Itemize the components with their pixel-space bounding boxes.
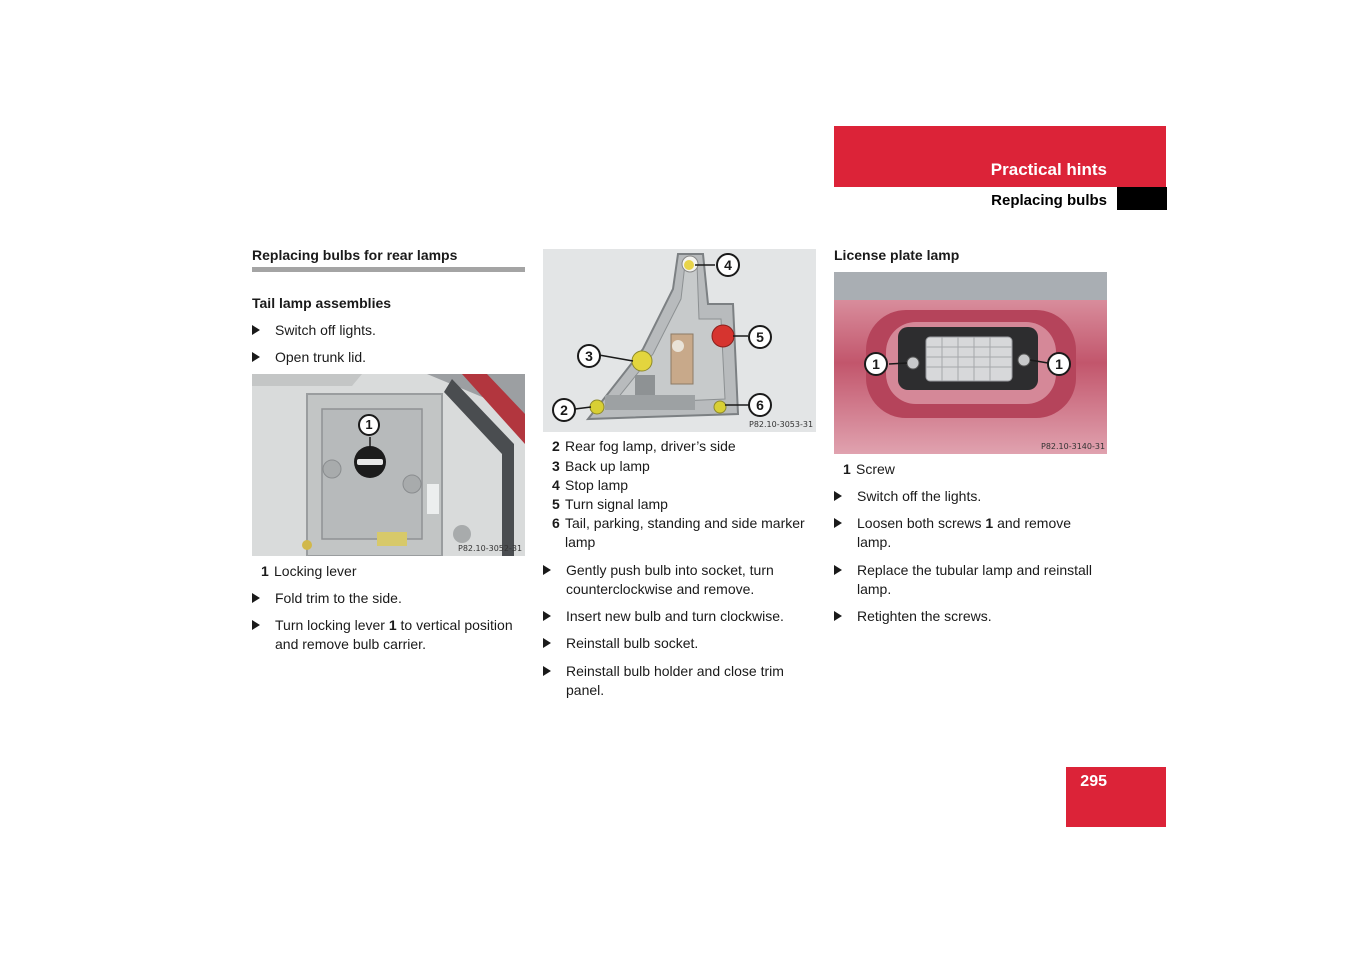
legend-item: 4 Stop lamp <box>552 477 629 493</box>
section-heading: Replacing bulbs for rear lamps <box>252 247 458 263</box>
step-item: Loosen both screws 1 and remove lamp. <box>834 514 1107 552</box>
bullet-triangle-icon <box>252 620 260 630</box>
callout-1-left: 1 <box>864 352 888 376</box>
step-item: Open trunk lid. <box>252 348 525 367</box>
figure-code: P82.10-3052-31 <box>458 544 523 553</box>
legend-item: 5 Turn signal lamp <box>552 496 668 512</box>
figure-license-lamp <box>834 272 1107 454</box>
left-column <box>252 246 525 272</box>
legend-item: 6 Tail, parking, standing and side marker lamp <box>552 515 805 550</box>
figure-trunk-trim <box>252 374 525 556</box>
header-subsection-title: Replacing bulbs <box>991 192 1107 209</box>
legend-item: 2 Rear fog lamp, driver’s side <box>552 438 736 454</box>
bullet-triangle-icon <box>252 593 260 603</box>
page-number: 295 <box>1080 773 1107 790</box>
callout-6: 6 <box>748 393 772 417</box>
callout-4: 4 <box>716 253 740 277</box>
callout-5: 5 <box>748 325 772 349</box>
header-section-title: Practical hints <box>990 160 1107 179</box>
figure-bulb-carrier <box>543 249 816 432</box>
step-item: Switch off lights. <box>252 321 525 340</box>
step-item: Reinstall bulb holder and close trim panel. <box>543 662 816 700</box>
section-rule <box>252 267 525 272</box>
callout-3: 3 <box>577 344 601 368</box>
tail-lamp-heading: Tail lamp assemblies <box>252 295 392 311</box>
bullet-triangle-icon <box>834 611 842 621</box>
step-item: Retighten the screws. <box>834 607 1107 626</box>
step-item: Fold trim to the side. <box>252 589 525 608</box>
bullet-triangle-icon <box>543 638 551 648</box>
header-black-tab <box>1117 187 1167 210</box>
step-item: Gently push bulb into socket, turn counterclockwise and remove. <box>543 561 816 599</box>
step-item: Switch off the lights. <box>834 487 1107 506</box>
callout-1: 1 <box>358 414 380 436</box>
legend-item: 1 Locking lever <box>261 563 357 579</box>
figure-code: P82.10-3053-31 <box>749 420 814 429</box>
bullet-triangle-icon <box>252 325 260 335</box>
bullet-triangle-icon <box>834 518 842 528</box>
legend-item: 3 Back up lamp <box>552 458 650 474</box>
license-plate-heading: License plate lamp <box>834 247 960 263</box>
legend-item: 1 Screw <box>843 461 895 477</box>
callout-1-right: 1 <box>1047 352 1071 376</box>
bullet-triangle-icon <box>252 352 260 362</box>
callout-2: 2 <box>552 398 576 422</box>
figure-code: P82.10-3140-31 <box>1041 442 1106 451</box>
bullet-triangle-icon <box>834 491 842 501</box>
bullet-triangle-icon <box>543 666 551 676</box>
bullet-triangle-icon <box>834 565 842 575</box>
bullet-triangle-icon <box>543 565 551 575</box>
step-item: Reinstall bulb socket. <box>543 634 816 653</box>
step-item: Replace the tubular lamp and reinstall lamp. <box>834 561 1107 599</box>
step-item: Insert new bulb and turn clockwise. <box>543 607 816 626</box>
step-item: Turn locking lever 1 to vertical position and remove bulb carrier. <box>252 616 525 654</box>
bullet-triangle-icon <box>543 611 551 621</box>
